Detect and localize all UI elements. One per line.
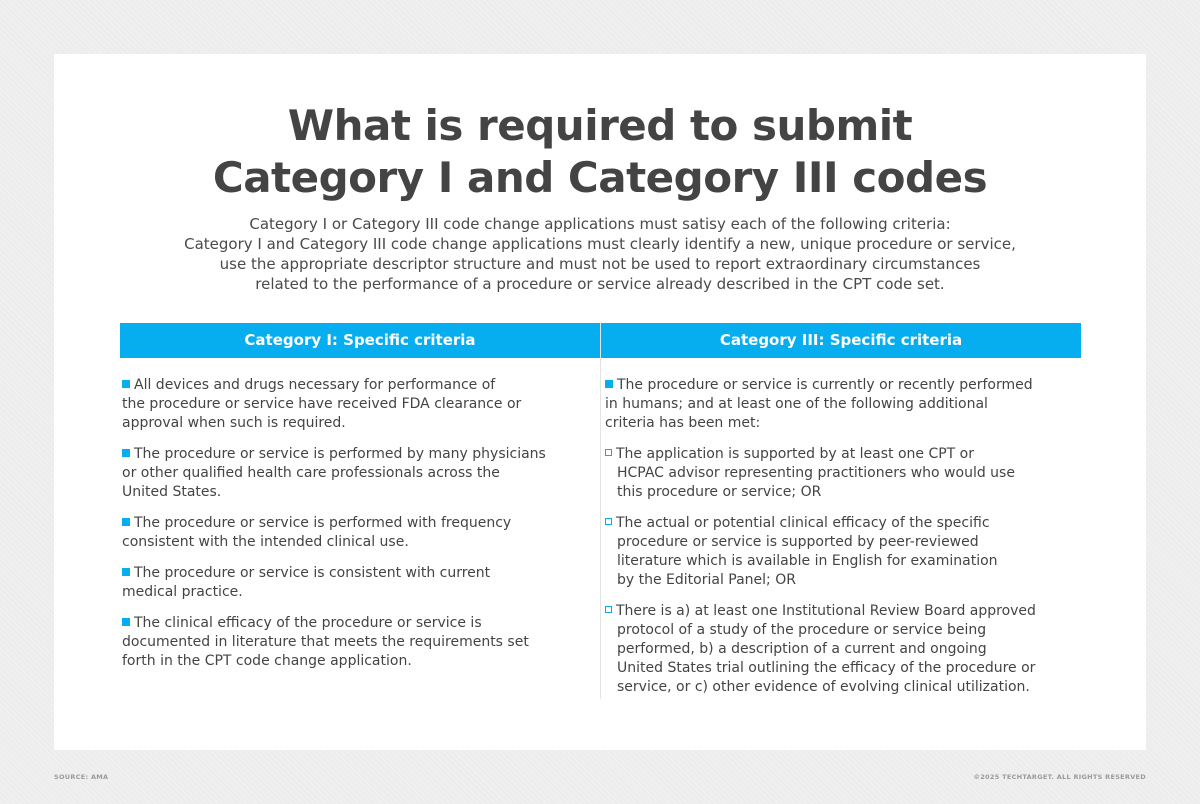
- title-line-1: What is required to submit: [287, 101, 913, 150]
- list-item: [122, 614, 600, 671]
- list-item: [122, 514, 600, 552]
- list-item-text: The procedure or service is performed with frequency consistent with the intended clinical use.: [122, 515, 512, 550]
- list-item-text: The procedure or service is performed by many physicians or other qualified health care professionals across the United States.: [122, 446, 546, 500]
- open-square-bullet-icon: [605, 518, 612, 525]
- sub-list-item-text: There is a) at least one Institutional Review Board approved protocol of a study of the procedure or service being performed, b) a description of a current and ongoing United States trial outlining the efficacy of the procedure or service, or c) other evidence of evolving clinical utilization.: [616, 603, 1036, 695]
- sub-list-item: [605, 514, 1081, 590]
- source-note: SOURCE: AMA: [54, 773, 109, 781]
- category-3-header: Category III: Specific criteria: [601, 323, 1081, 358]
- category-3-list: [601, 358, 1081, 697]
- square-bullet-icon: [122, 380, 130, 388]
- sub-list-item: [605, 602, 1081, 697]
- copyright-note: ©2025 TECHTARGET. ALL RIGHTS RESERVED: [973, 773, 1146, 781]
- open-square-bullet-icon: [605, 606, 612, 613]
- open-square-bullet-icon: [605, 449, 612, 456]
- list-item-text: All devices and drugs necessary for performance of the procedure or service have received FDA clearance or approval when such is required.: [122, 377, 522, 431]
- intro-line-4: related to the performance of a procedure or service already described in the CPT code set.: [255, 275, 945, 293]
- list-item: [605, 376, 1081, 433]
- page-title: [54, 100, 1146, 204]
- intro-line-1: Category I or Category III code change applications must satisy each of the following criteria:: [249, 215, 951, 233]
- sub-list-item-text: The application is supported by at least one CPT or HCPAC advisor representing practitioners who would use this procedure or service; OR: [616, 446, 1015, 500]
- list-item: [122, 445, 600, 502]
- category-1-list: [120, 358, 600, 671]
- intro-line-2: Category I and Category III code change applications must clearly identify a new, unique procedure or service,: [184, 235, 1016, 253]
- category-3-column: [601, 323, 1081, 709]
- list-item-text: The procedure or service is consistent with current medical practice.: [122, 565, 491, 600]
- square-bullet-icon: [122, 449, 130, 457]
- list-item-text: The clinical efficacy of the procedure or service is documented in literature that meets the requirements set forth in the CPT code change application.: [122, 615, 529, 669]
- list-item: [122, 564, 600, 602]
- list-item-text: The procedure or service is currently or recently performed in humans; and at least one of the following additional criteria has been met:: [605, 377, 1033, 431]
- square-bullet-icon: [122, 618, 130, 626]
- infographic-card: [54, 54, 1146, 750]
- category-1-header: Category I: Specific criteria: [120, 323, 600, 358]
- list-item: [122, 376, 600, 433]
- intro-text: [54, 214, 1146, 294]
- intro-line-3: use the appropriate descriptor structure and must not be used to report extraordinary circumstances: [219, 255, 981, 273]
- square-bullet-icon: [605, 380, 613, 388]
- square-bullet-icon: [122, 568, 130, 576]
- sub-list-item: [605, 445, 1081, 502]
- sub-list-item-text: The actual or potential clinical efficacy of the specific procedure or service is supported by peer-reviewed literature which is available in English for examination by the Editorial Panel; OR: [616, 515, 998, 588]
- category-1-column: [120, 323, 600, 683]
- square-bullet-icon: [122, 518, 130, 526]
- title-line-2: Category I and Category III codes: [212, 153, 988, 202]
